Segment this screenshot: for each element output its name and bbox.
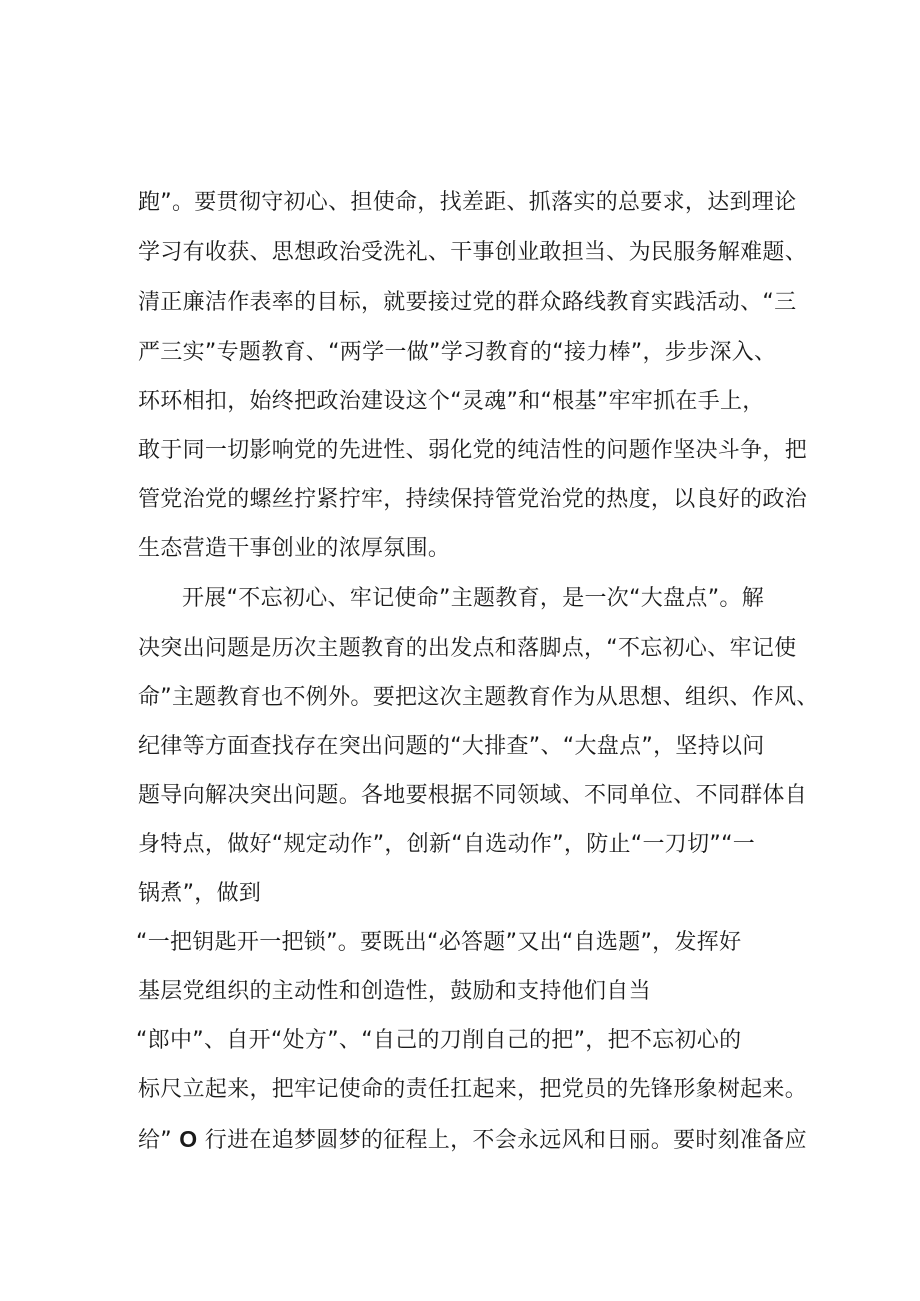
paragraph-line: 纪律等方面查找存在突出问题的“大排查”、“大盘点”，坚持以问	[138, 734, 765, 759]
paragraph-line: 命”主题教育也不例外。要把这次主题教育作为从思想、组织、作风、	[138, 685, 819, 710]
paragraph-line: 管党治党的螺丝拧紧拧牢，持续保持管党治党的热度，以良好的政治	[138, 487, 808, 512]
paragraph-line: 环环相扣，始终把政治建设这个“灵魂”和“根基”牢牢抓在手上，	[138, 389, 765, 414]
paragraph-line: 生态营造干事创业的浓厚氛围。	[138, 536, 451, 561]
paragraph-line: 锅煮”，做到	[138, 881, 262, 906]
paragraph-line: 身特点，做好“规定动作”，创新“自选动作”，防止“一刀切”“一	[138, 832, 756, 857]
paragraph-line: 敢于同一切影响党的先进性、弱化党的纯洁性的问题作坚决斗争，把	[138, 438, 808, 463]
last-line-rest: 行进在追梦圆梦的征程上，不会永远风和日丽。要时刻准备应	[204, 1128, 807, 1153]
paragraph-line: 开展“不忘初心、牢记使命”主题教育，是一次“大盘点”。解	[182, 586, 764, 611]
paragraph-line: “一把钥匙开一把锁”。要既出“必答题”又出“自选题”，发挥好	[136, 930, 742, 955]
paragraph-line: 基层党组织的主动性和创造性，鼓励和支持他们自当	[138, 979, 651, 1004]
paragraph-line: 清正廉洁作表率的目标，就要接过党的群众路线教育实践活动、“三	[138, 290, 797, 315]
paragraph-line: 题导向解决突出问题。各地要根据不同领域、不同单位、不同群体自	[138, 783, 808, 808]
paragraph-line: 标尺立起来，把牢记使命的责任扛起来，把党员的先锋形象树起来。	[138, 1077, 808, 1102]
paragraph-line-last	[138, 1124, 807, 1156]
paragraph-line: 严三实”专题教育、“两学一做”学习教育的“接力棒”，步步深入、	[138, 340, 777, 365]
last-line-prefix: 给”	[138, 1128, 172, 1153]
last-line-o-glyph: O	[179, 1126, 198, 1152]
paragraph-line: 学习有收获、思想政治受洗礼、干事创业敢担当、为民服务解难题、	[138, 240, 808, 265]
paragraph-line: 跑”。要贯彻守初心、担使命，找差距、抓落实的总要求，达到理论	[138, 190, 797, 215]
paragraph-line: “郎中”、自开“处方”、“自己的刀削自己的把”，把不忘初心的	[136, 1028, 742, 1053]
paragraph-line: 决突出问题是历次主题教育的出发点和落脚点，“不忘初心、牢记使	[138, 636, 797, 661]
